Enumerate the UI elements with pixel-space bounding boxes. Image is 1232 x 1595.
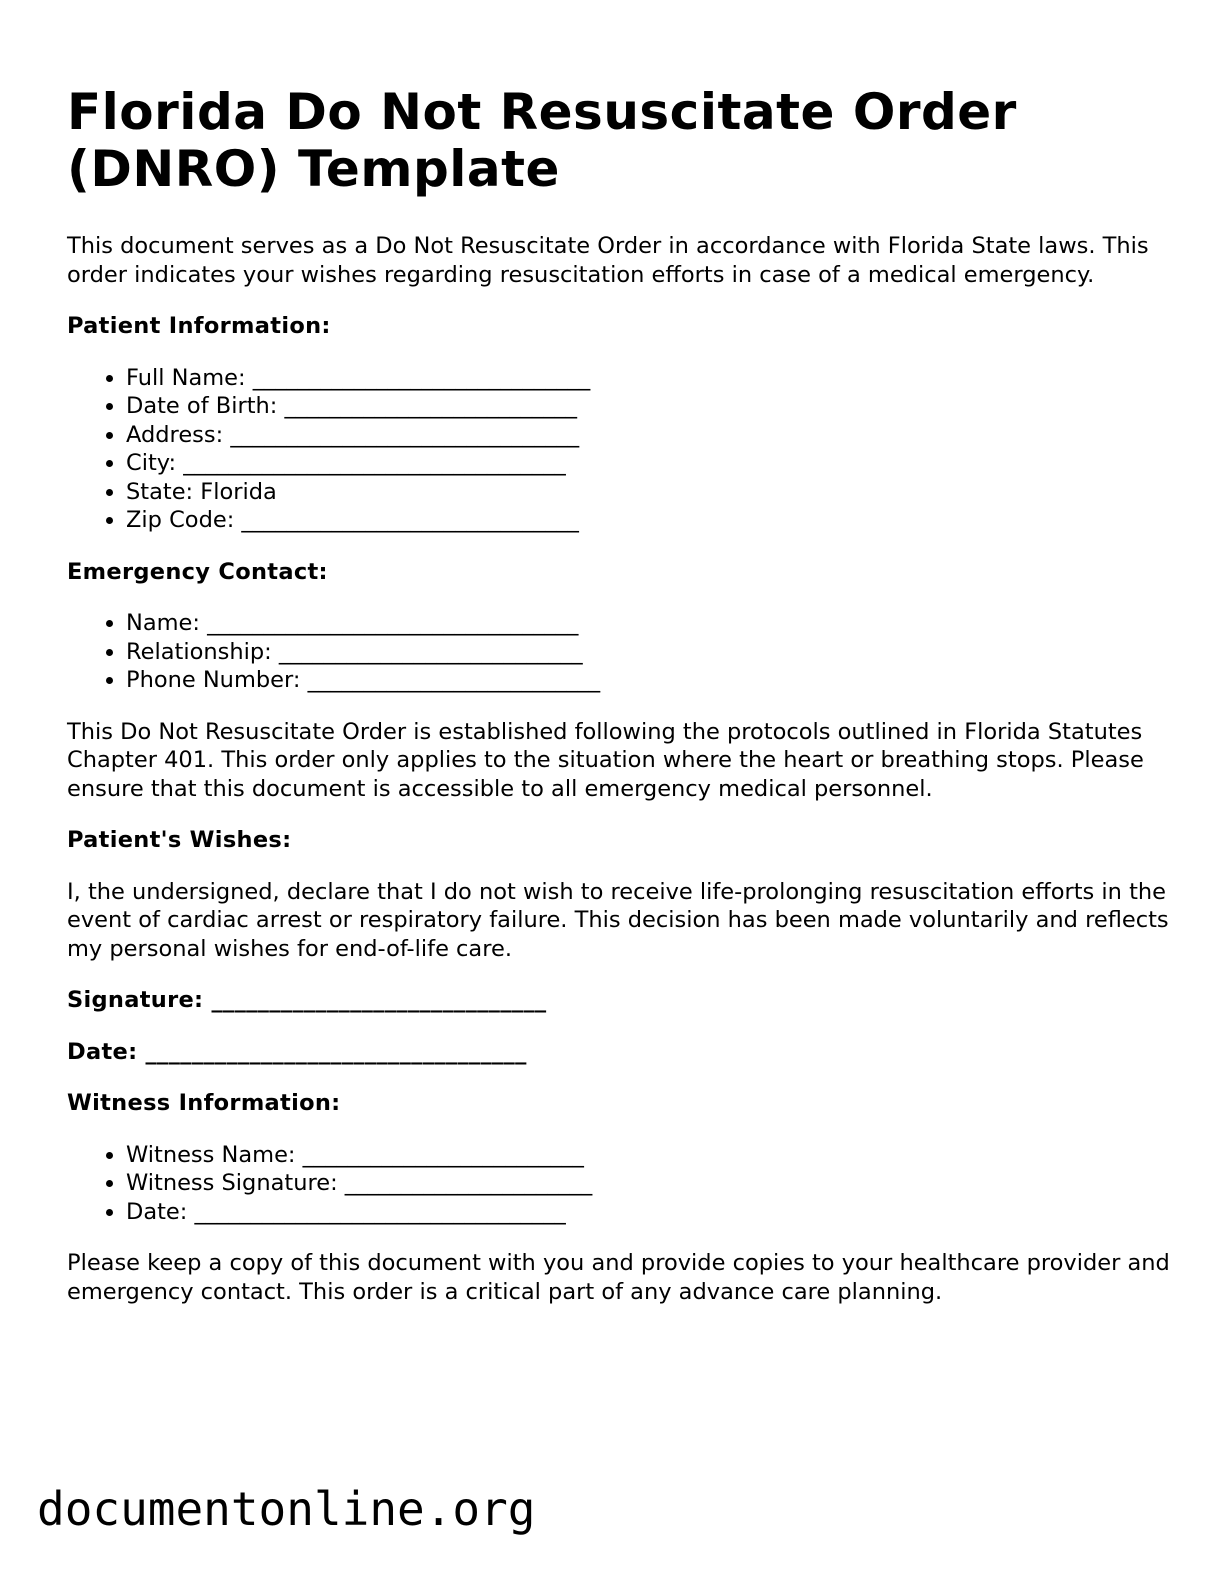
patient-information-list	[67, 364, 1177, 535]
patient-state-field: • State: Florida	[126, 478, 1177, 507]
emergency-contact-phone-field: • Phone Number: __________________________	[126, 666, 1177, 695]
patient-wishes-heading: Patient's Wishes:	[67, 827, 292, 853]
emergency-contact-relationship-field: • Relationship: ___________________________	[126, 638, 1177, 667]
emergency-contact-heading: Emergency Contact:	[67, 558, 328, 585]
witness-information-list	[67, 1141, 1177, 1227]
witness-date-field: • Date: _________________________________	[126, 1198, 1177, 1227]
watermark: documentonline.org	[37, 1482, 536, 1536]
date-line: Date: _________________________________	[67, 1038, 527, 1065]
patient-dob-field: • Date of Birth: __________________________	[126, 392, 1177, 421]
patient-wishes-paragraph: I, the undersigned, declare that I do not wish to receive life-prolonging resuscitation efforts in the event of cardiac arrest or respiratory failure. This decision has been made voluntarily and reflects my personal wishes for end-of-life care.	[67, 878, 1169, 962]
closing-paragraph: Please keep a copy of this document with you and provide copies to your healthcare provider and emergency contact. This order is a critical part of any advance care planning.	[67, 1250, 1170, 1305]
signature-line: Signature: _____________________________	[67, 987, 547, 1013]
emergency-contact-list	[67, 609, 1177, 695]
witness-signature-field: • Witness Signature: ______________________	[126, 1169, 1177, 1198]
document-title: Florida Do Not Resuscitate Order (DNRO) Template	[67, 83, 1017, 198]
patient-zip-field: • Zip Code: ______________________________	[126, 506, 1177, 535]
witness-name-field: • Witness Name: _________________________	[126, 1141, 1177, 1170]
intro-paragraph: This document serves as a Do Not Resuscitate Order in accordance with Florida State laws. This order indicates your wishes regarding resuscitation efforts in case of a medical emergency.	[67, 233, 1149, 288]
patient-city-field: • City: __________________________________	[126, 449, 1177, 478]
patient-information-heading: Patient Information:	[67, 313, 331, 339]
patient-full-name-field: • Full Name: ______________________________	[126, 364, 1177, 393]
emergency-contact-name-field: • Name: _________________________________	[126, 609, 1177, 638]
protocol-paragraph: This Do Not Resuscitate Order is established following the protocols outlined in Florida Statutes Chapter 401. This order only applies to the situation where the heart or breathing stops. Please ensure that this document is accessible to all emergency medical personnel.	[67, 718, 1144, 802]
witness-information-heading: Witness Information:	[67, 1090, 341, 1116]
patient-address-field: • Address: _______________________________	[126, 421, 1177, 450]
document-page	[67, 84, 1177, 1329]
